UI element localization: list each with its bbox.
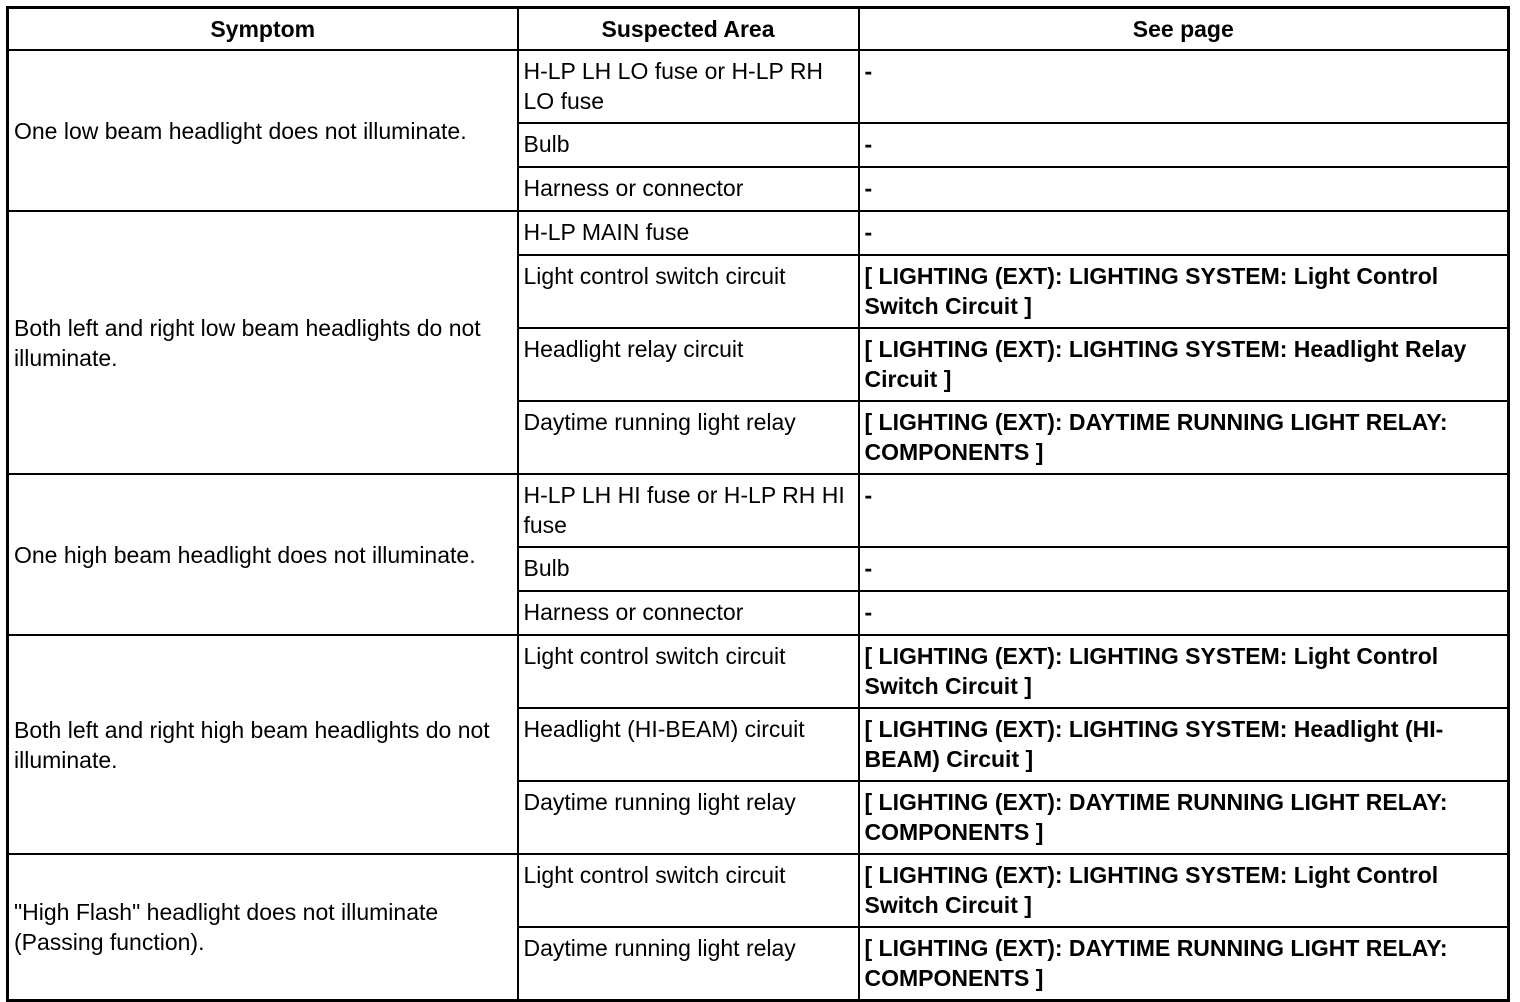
suspected-area-header: Suspected Area [518,8,859,51]
table-row [8,50,1509,123]
area-cell: Daytime running light relay [518,927,859,1001]
page-cell: - [859,547,1509,591]
area-cell: Harness or connector [518,591,859,635]
symptom-table [6,6,1510,1002]
page-cell: - [859,167,1509,211]
symptom-cell: Both left and right high beam headlights do not illuminate. [8,635,518,854]
header-row [8,8,1509,51]
page-cell: - [859,591,1509,635]
area-cell: Light control switch circuit [518,255,859,328]
page-cell: - [859,50,1509,123]
see-page-header: See page [859,8,1509,51]
table-row [8,635,1509,708]
table-row [8,474,1509,547]
area-cell: Headlight (HI-BEAM) circuit [518,708,859,781]
symptom-cell: "High Flash" headlight does not illuminate (Passing function). [8,854,518,1001]
area-cell: Daytime running light relay [518,781,859,854]
area-cell: Headlight relay circuit [518,328,859,401]
page-cell: - [859,123,1509,167]
area-cell: Daytime running light relay [518,401,859,474]
page-reference-link[interactable]: [ LIGHTING (EXT): LIGHTING SYSTEM: Light Control Switch Circuit ] [859,635,1509,708]
area-cell: Bulb [518,547,859,591]
area-cell: Bulb [518,123,859,167]
page-reference-link[interactable]: [ LIGHTING (EXT): DAYTIME RUNNING LIGHT RELAY: COMPONENTS ] [859,927,1509,1001]
symptom-cell: One low beam headlight does not illuminate. [8,50,518,211]
area-cell: H-LP LH LO fuse or H-LP RH LO fuse [518,50,859,123]
page-reference-link[interactable]: [ LIGHTING (EXT): LIGHTING SYSTEM: Light Control Switch Circuit ] [859,854,1509,927]
page-reference-link[interactable]: [ LIGHTING (EXT): LIGHTING SYSTEM: Headlight Relay Circuit ] [859,328,1509,401]
page-reference-link[interactable]: [ LIGHTING (EXT): DAYTIME RUNNING LIGHT RELAY: COMPONENTS ] [859,781,1509,854]
area-cell: Light control switch circuit [518,635,859,708]
symptom-header: Symptom [8,8,518,51]
page-cell: - [859,211,1509,255]
area-cell: H-LP LH HI fuse or H-LP RH HI fuse [518,474,859,547]
page-reference-link[interactable]: [ LIGHTING (EXT): LIGHTING SYSTEM: Headlight (HI-BEAM) Circuit ] [859,708,1509,781]
table-row [8,854,1509,927]
symptom-cell: One high beam headlight does not illuminate. [8,474,518,635]
table-row [8,211,1509,255]
symptom-cell: Both left and right low beam headlights do not illuminate. [8,211,518,474]
area-cell: Harness or connector [518,167,859,211]
area-cell: H-LP MAIN fuse [518,211,859,255]
area-cell: Light control switch circuit [518,854,859,927]
page-cell: - [859,474,1509,547]
page-reference-link[interactable]: [ LIGHTING (EXT): LIGHTING SYSTEM: Light Control Switch Circuit ] [859,255,1509,328]
page-reference-link[interactable]: [ LIGHTING (EXT): DAYTIME RUNNING LIGHT RELAY: COMPONENTS ] [859,401,1509,474]
